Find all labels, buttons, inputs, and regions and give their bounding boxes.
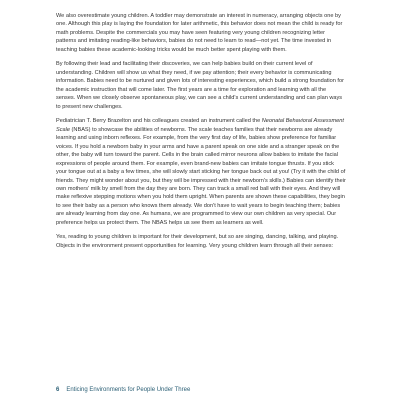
page-number: 6 [56,387,60,393]
paragraph-following-lead: By following their lead and facilitating their discoveries, we can help babies build on their current level of understanding. Children will show us what they need, if we pay attention; their every behavior is communicating information. Babies need to be nurtured and given lots of interesting experiences, which build a strong foundation for the academic instruction that will come later. The first years are a time for exploration and learning with all the senses. When we closely observe spontaneous play, we can see a child's current understanding and can plan ways to present new challenges. [56,61,344,110]
page-footer [56,386,190,394]
nbas-title: Neonatal Behavioral Assessment Scale [56,118,344,133]
paragraph-reading: Yes, reading to young children is important for their development, but so are singing, dancing, talking, and playing. Objects in the environment present opportunities for learning. Very young children learn through all their senses: [56,234,339,249]
paragraph-brazelton-intro: Pediatrician T. Berry Brazelton and his colleagues created an instrument called the [56,118,262,125]
paragraph-brazelton [56,117,346,227]
paragraph-overestimate: We also overestimate young children. A toddler may demonstrate an interest in numeracy, arranging objects one by one. Although this play is laying the foundation for later arithmetic, this behavior does not mean the child is ready for math problems. Despite the commercials you may have seen featuring very young children recognizing letter patterns and imitating reading-like behaviors, babies do not need to learn to read—not yet. The time invested in teaching babies these academic-looking tricks would be much better spent playing with them. [56,13,343,53]
page-body [56,12,346,257]
paragraph-brazelton-body: (NBAS) to showcase the abilities of newborns. The scale teaches families that their newborns are already learning and using inborn reflexes. For example, from the very first day of life, babies show preference for familiar voices. If you hold a newborn baby in your arms and have a parent speak on one side and a stranger speak on the other, the baby will turn toward the parent. Cells in the brain called mirror neurons allow babies to imitate the facial expressions of people around them. For example, even brand-new babies can imitate tongue thrusts. If you stick your tongue out at a baby a few times, she will slowly start sticking her tongue back out at you! (Try it with the child of friends. They might wonder about you, but they will be impressed with their newborn's skills.) Babies can identify their own mothers' milk by smell from the day they are born. They can track a small red ball with their eyes. And they will make reflexive stepping motions when you hold them upright. When parents are shown these capabilities, they begin to see their baby as a person who knows them already. We don't have to wait years to begin teaching them; babies are already learning from day one. As humans, we are programmed to view our own children as very special. Our preference helps us protect them. The NBAS helps us see them as learners as well. [56,126,346,226]
running-title: Enticing Environments for People Under Three [66,387,191,393]
